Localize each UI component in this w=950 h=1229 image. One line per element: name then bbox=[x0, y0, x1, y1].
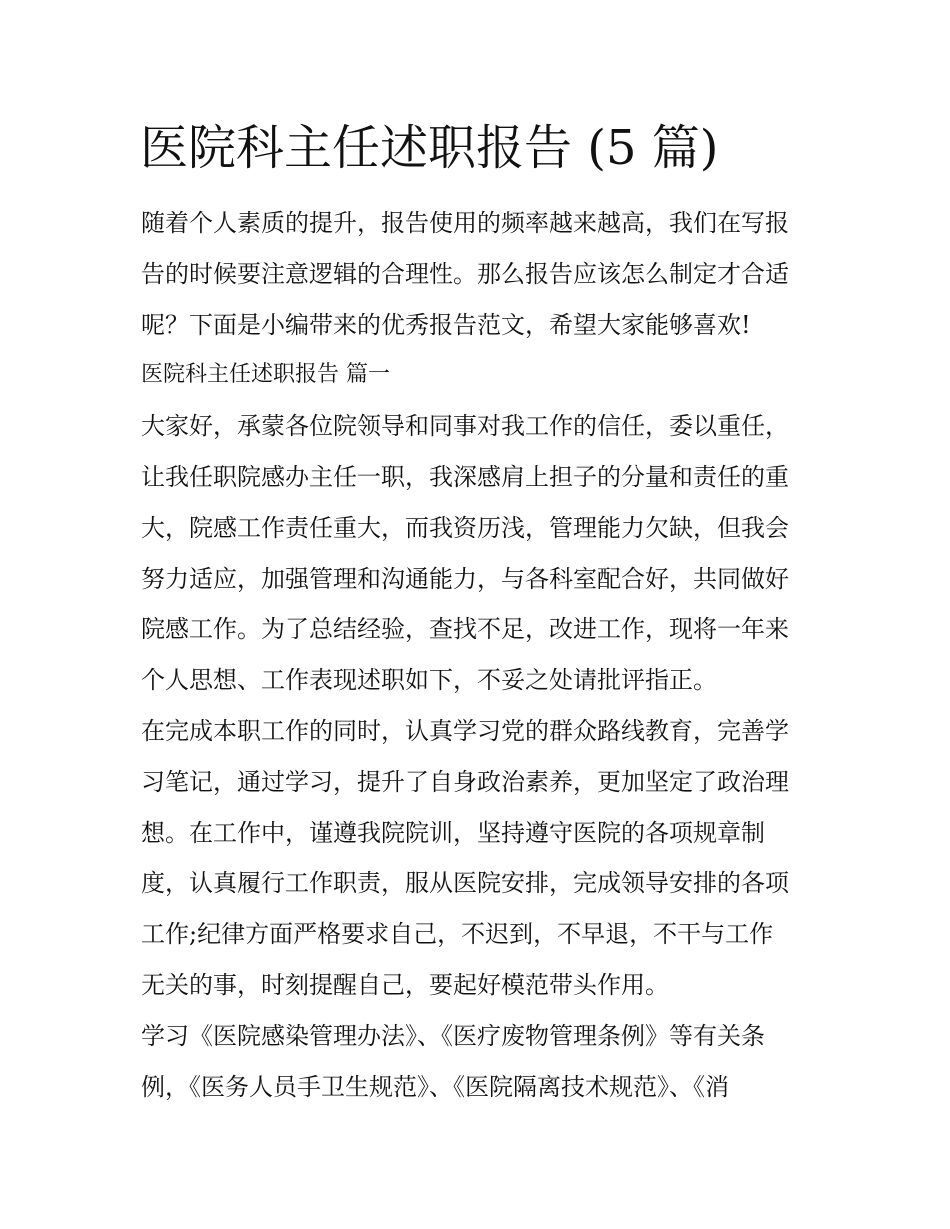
paragraph-2-line-2: 习笔记，通过学习，提升了自身政治素养，更加坚定了政治理 bbox=[141, 767, 789, 796]
intro-line-2: 告的时候要注意逻辑的合理性。那么报告应该怎么制定才合适 bbox=[141, 259, 789, 288]
paragraph-2-line-6: 无关的事，时刻提醒自己，要起好模范带头作用。 bbox=[141, 970, 669, 999]
paragraph-2-line-1: 在完成本职工作的同时，认真学习党的群众路线教育，完善学 bbox=[141, 716, 789, 745]
paragraph-1-line-2: 让我任职院感办主任一职，我深感肩上担子的分量和责任的重 bbox=[141, 462, 789, 491]
paragraph-3-line-1: 学习《医院感染管理办法》、《医疗废物管理条例》等有关条 bbox=[141, 1021, 765, 1050]
document-title: 医院科主任述职报告 (5 篇) bbox=[140, 120, 719, 176]
paragraph-2-line-4: 度，认真履行工作职责，服从医院安排，完成领导安排的各项 bbox=[141, 869, 789, 898]
paragraph-1-line-4: 努力适应，加强管理和沟通能力，与各科室配合好，共同做好 bbox=[141, 564, 789, 593]
intro-line-1: 随着个人素质的提升，报告使用的频率越来越高，我们在写报 bbox=[141, 209, 789, 237]
paragraph-3-line-2: 例，《医务人员手卫生规范》、《医院隔离技术规范》、《消 bbox=[141, 1072, 729, 1101]
paragraph-1-line-3: 大，院感工作责任重大，而我资历浅，管理能力欠缺，但我会 bbox=[141, 513, 789, 542]
paragraph-2-line-5: 工作;纪律方面严格要求自己，不迟到，不早退，不干与工作 bbox=[141, 920, 774, 949]
document-body bbox=[141, 203, 813, 1117]
intro-line-3: 呢？下面是小编带来的优秀报告范文，希望大家能够喜欢! bbox=[141, 310, 751, 339]
paragraph-1-line-1: 大家好，承蒙各位院领导和同事对我工作的信任，委以重任， bbox=[141, 412, 789, 441]
paragraph-1-line-5: 院感工作。为了总结经验，查找不足，改进工作，现将一年来 bbox=[141, 615, 789, 644]
section-heading-1: 医院科主任述职报告 篇一 bbox=[141, 362, 390, 388]
paragraph-1-line-6: 个人思想、工作表现述职如下，不妥之处请批评指正。 bbox=[141, 666, 717, 695]
paragraph-2-line-3: 想。在工作中，谨遵我院院训，坚持遵守医院的各项规章制 bbox=[141, 818, 765, 847]
